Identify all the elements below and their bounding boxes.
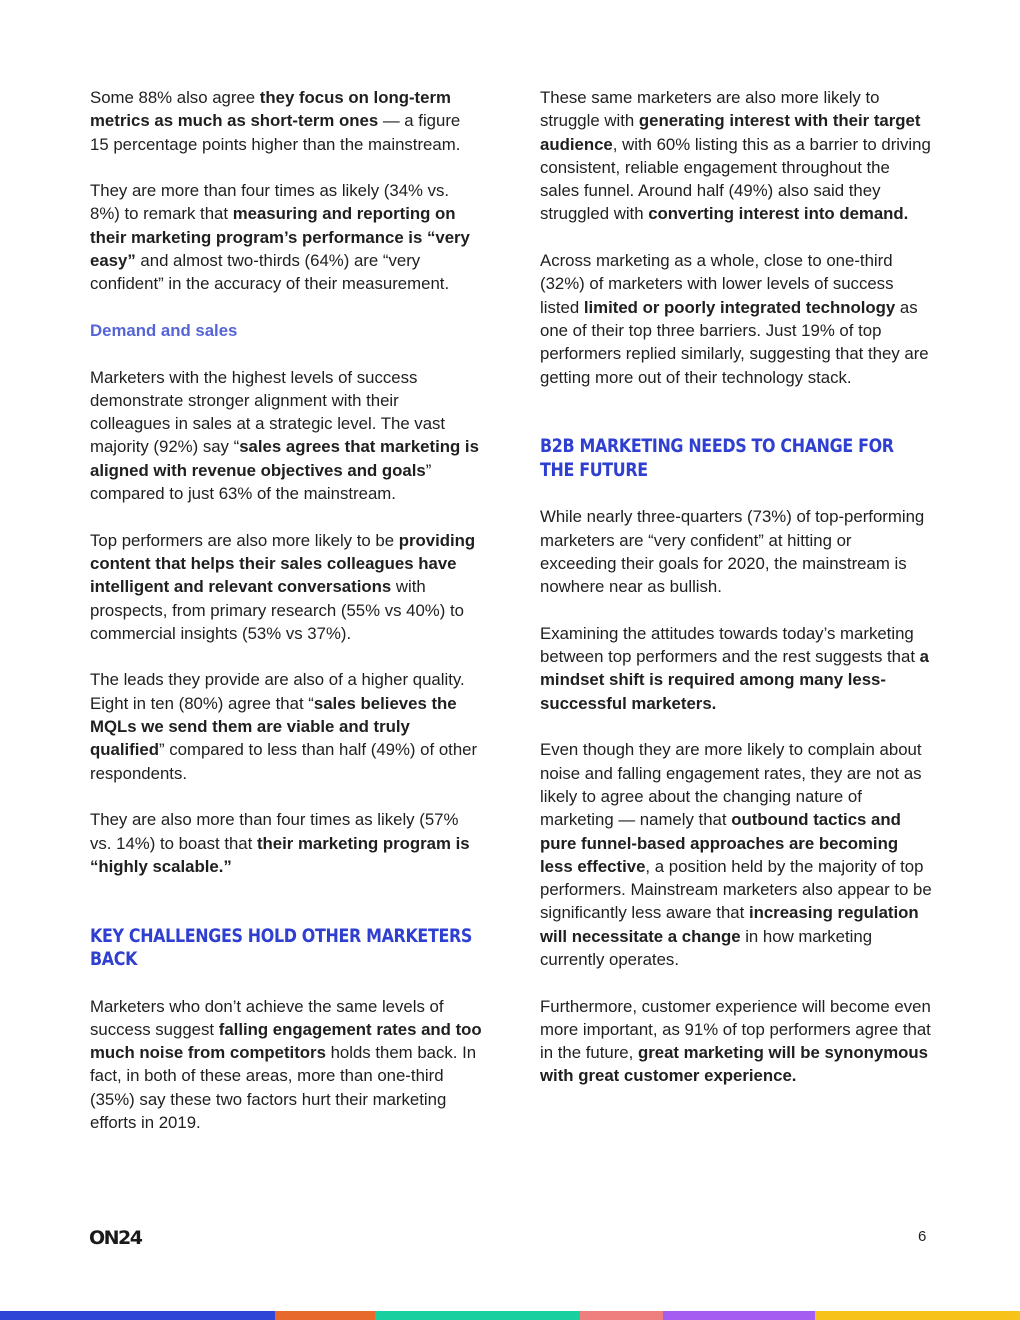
color-bar-segment (375, 1311, 580, 1320)
paragraph: The leads they provide are also of a higher quality. Eight in ten (80%) agree that “sales believes the MQLs we send them are viable and truly qualified” compared to less than half (49%) of other respondents. (90, 670, 478, 783)
logo-text: ON24 (89, 1227, 142, 1249)
color-bar-segment (0, 1311, 275, 1320)
page-number: 6 (918, 1228, 927, 1245)
paragraph: Marketers with the highest levels of success demonstrate stronger alignment with their colleagues in sales at a strategic level. The vast majority (92%) say “sales agrees that marketing is aligned with revenue objectives and goals” compared to just 63% of the mainstream. (90, 367, 479, 504)
paragraph: Across marketing as a whole, close to one-third (32%) of marketers with lower levels of success listed limited or poorly integrated technology as one of their top three barriers. Just 19% of top performers replied similarly, suggesting that they are getting more out of their technology stack. (540, 251, 929, 387)
paragraph: Furthermore, customer experience will become even more important, as 91% of top performers agree that in the future, great marketing will be synonymous with great customer experience. (540, 996, 931, 1086)
section-heading: KEY CHALLENGES HOLD OTHER MARKETERS BACK (90, 925, 473, 970)
color-bar-segment (815, 1311, 1020, 1320)
paragraph: They are more than four times as likely (34% vs. 8%) to remark that measuring and reporting on their marketing program’s performance is “very easy” and almost two-thirds (64%) are “very confident” in the accuracy of their measurement. (90, 181, 470, 294)
color-bar-segment (580, 1311, 663, 1320)
paragraph: Even though they are more likely to complain about noise and falling engagement rates, they are not as likely to agree about the changing nature of marketing — namely that outbound tactics and pure funnel-based approaches are becoming less effective, a position held by the majority of top performers. Mainstream marketers also appear to be significantly less aware that increasing regulation will necessitate a change in how marketing currently operates. (540, 740, 932, 969)
paragraph: Top performers are also more likely to be providing content that helps their sales colleagues have intelligent and relevant conversations with prospects, from primary research (55% vs 40%) to commercial insights (53% vs 37%). (90, 530, 476, 643)
color-bar-segment (275, 1311, 375, 1320)
right-column (540, 86, 932, 1111)
color-bar (0, 1311, 1020, 1320)
section-heading: B2B MARKETING NEEDS TO CHANGE FOR THE FUTURE (540, 436, 894, 481)
section-subheading: Demand and sales (90, 320, 238, 340)
paragraph: Some 88% also agree they focus on long-term metrics as much as short-term ones — a figure 15 percentage points higher than the mainstream. (90, 88, 461, 154)
paragraph: Examining the attitudes towards today’s marketing between top performers and the rest suggests that a mindset shift is required among many less-successful marketers. (540, 623, 930, 713)
on24-logo (90, 1228, 142, 1248)
paragraph: While nearly three-quarters (73%) of top-performing marketers are “very confident” at hitting or exceeding their goals for 2020, the mainstream is nowhere near as bullish. (540, 507, 925, 597)
paragraph: These same marketers are also more likely to struggle with generating interest with their target audience, with 60% listing this as a barrier to driving consistent, reliable engagement throughout the sales funnel. Around half (49%) also said they struggled with converting interest into demand. (540, 88, 931, 224)
paragraph: Marketers who don’t achieve the same levels of success suggest falling engagement rates and too much noise from competitors holds them back. In fact, in both of these areas, more than one-third (35%) say these two factors hurt their marketing efforts in 2019. (90, 996, 482, 1133)
paragraph: They are also more than four times as likely (57% vs. 14%) to boast that their marketing program is “highly scalable.” (90, 810, 470, 876)
left-column (90, 86, 482, 1158)
color-bar-segment (663, 1311, 815, 1320)
